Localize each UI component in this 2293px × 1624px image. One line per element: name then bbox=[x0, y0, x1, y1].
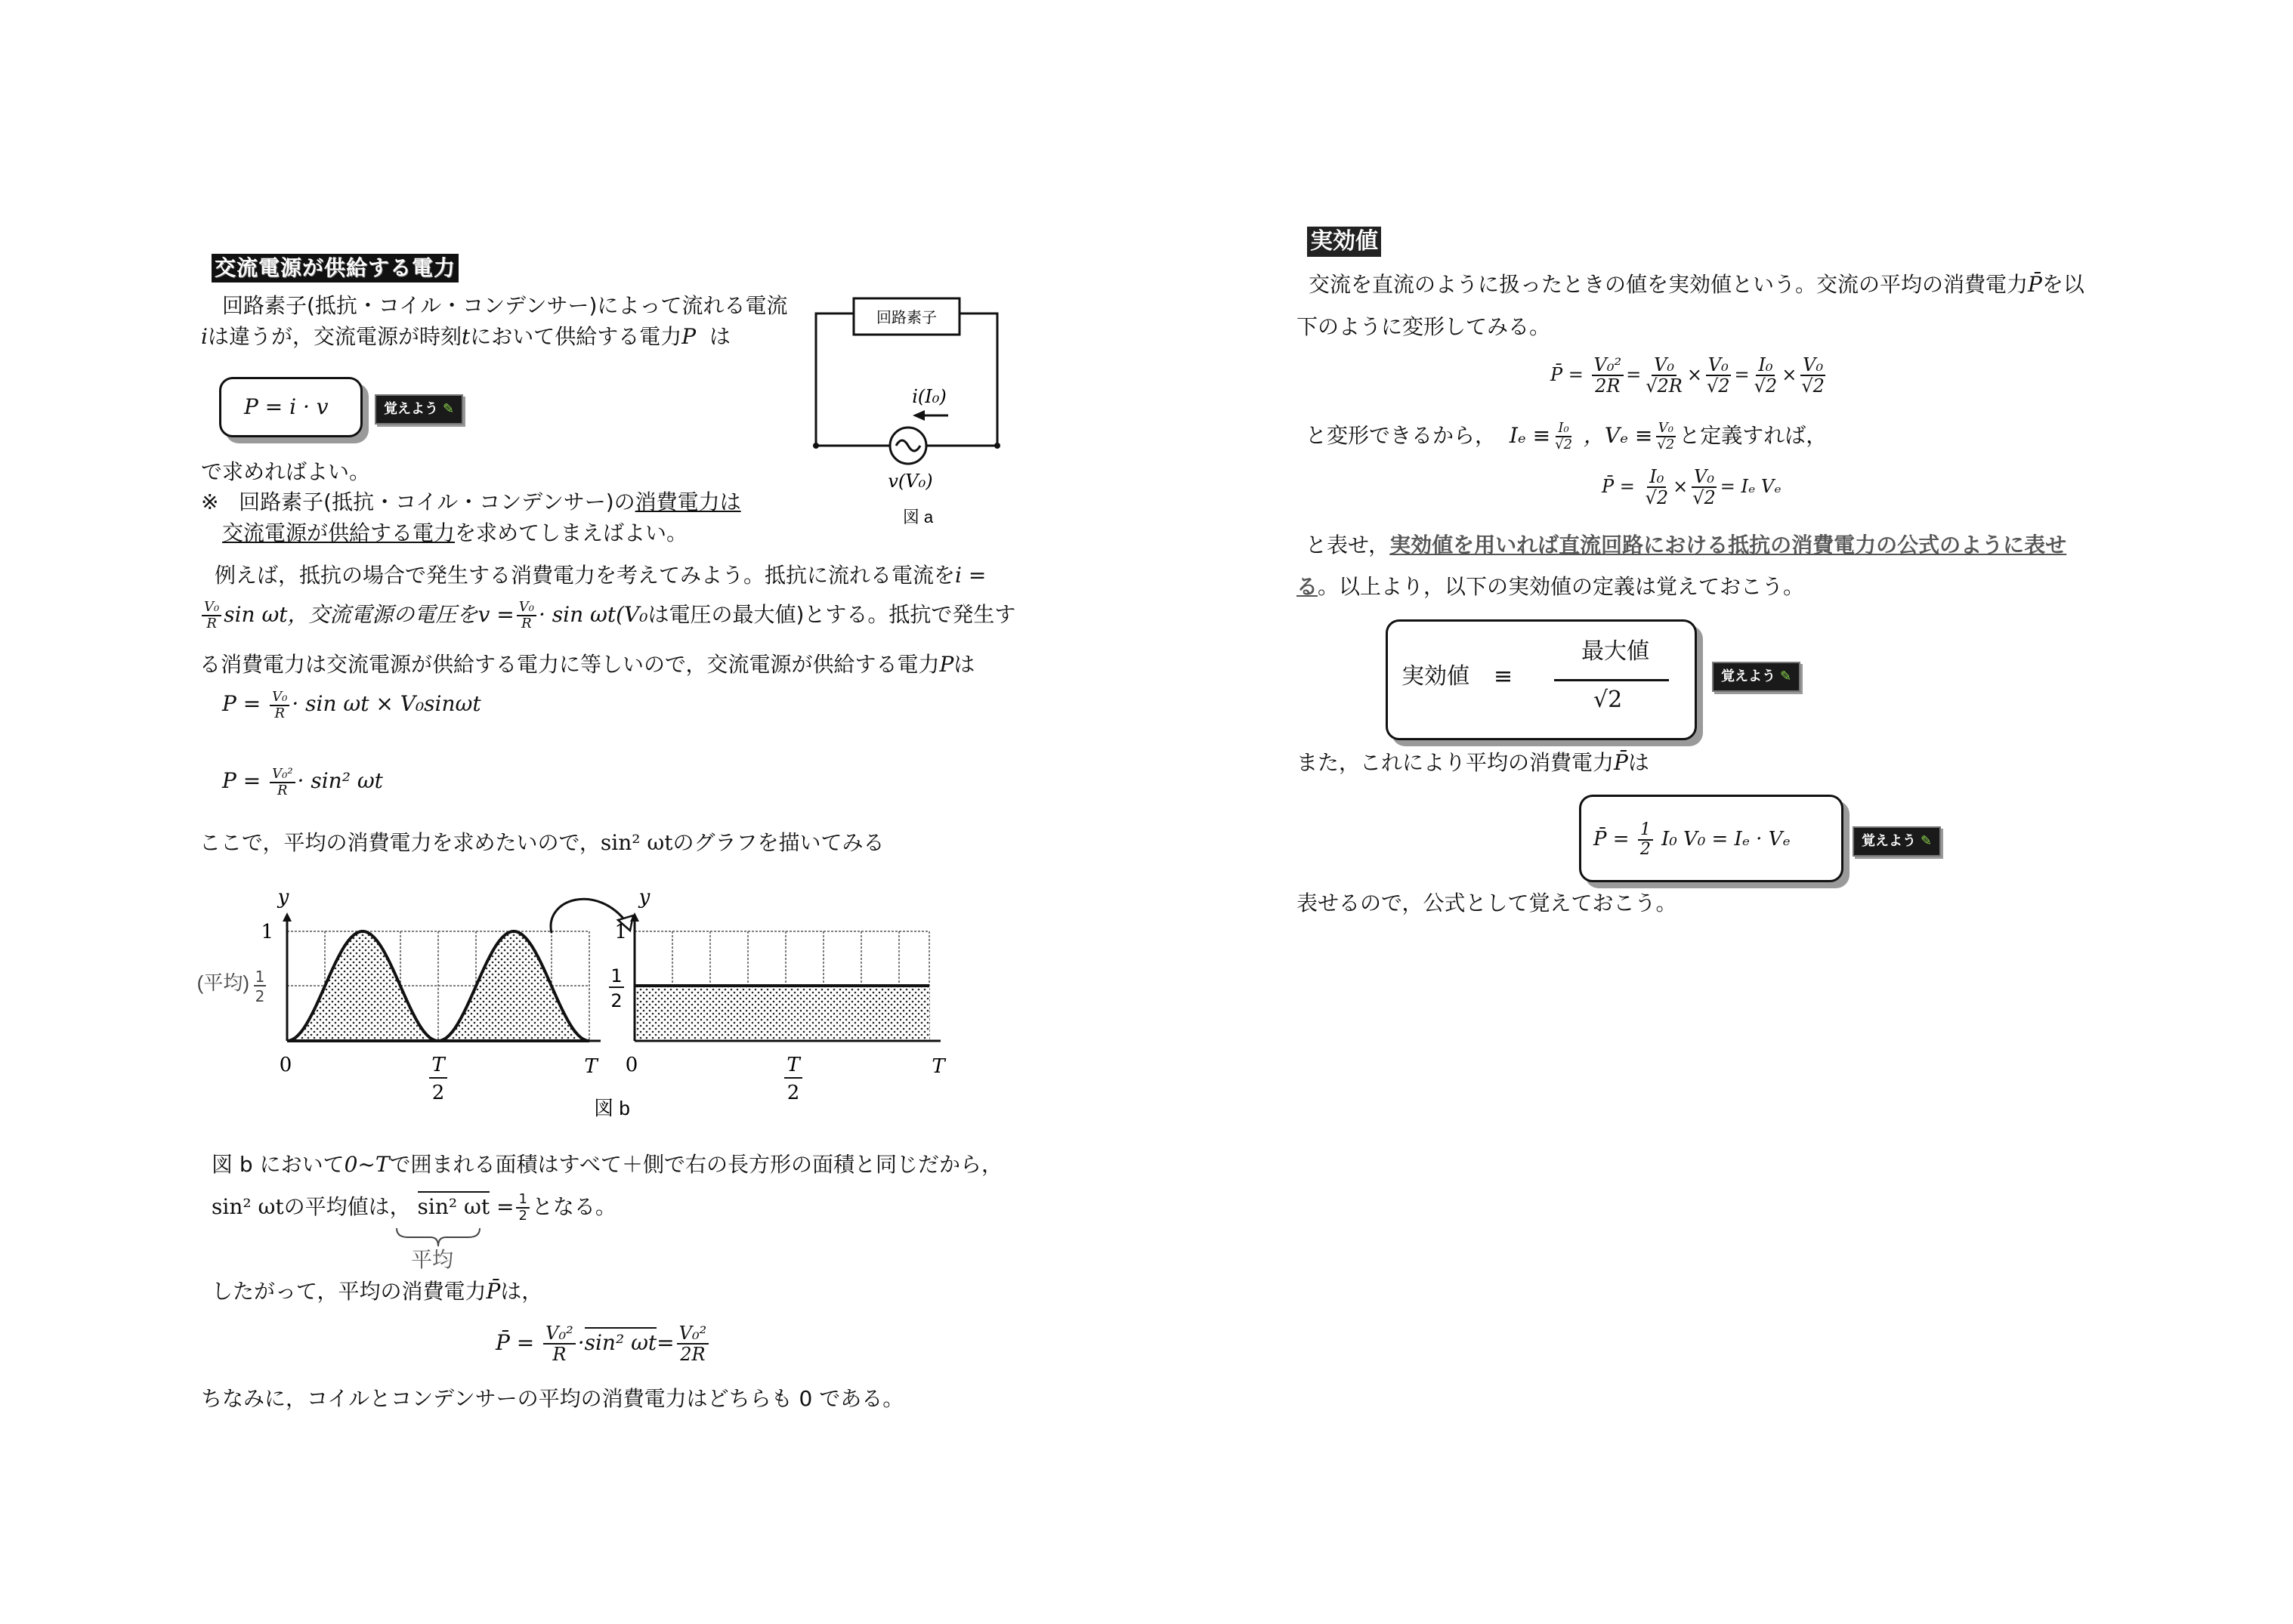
text: となる。 bbox=[531, 1194, 617, 1219]
equation-final bbox=[496, 1323, 711, 1365]
fraction: $\frac{\text{V₀}}{√2}$ bbox=[1801, 354, 1825, 397]
paragraph-line bbox=[212, 1277, 542, 1307]
note-line bbox=[201, 487, 741, 517]
text: 図 b において bbox=[212, 1152, 345, 1177]
math: · bbox=[577, 1329, 585, 1355]
text: を求めてしまえばよい。 bbox=[455, 520, 688, 545]
average-brace-label: 平均 bbox=[411, 1247, 454, 1272]
fraction: $\frac{1}{2}$ bbox=[516, 1192, 529, 1224]
math: P̄ = bbox=[1593, 828, 1630, 851]
section-heading-rms: 実効値 bbox=[1307, 227, 1381, 257]
text: ここで，平均の消費電力を求めたいので， bbox=[199, 830, 601, 855]
text: sin ωt，交流電源の電圧を bbox=[224, 602, 478, 627]
average-power-formula bbox=[1593, 821, 1791, 859]
note-mark: ※ bbox=[201, 489, 219, 514]
fraction: $\frac{\text{V₀²}}{R}$ bbox=[543, 1323, 576, 1365]
pencil-icon: ✎ bbox=[443, 401, 455, 417]
note-line bbox=[222, 518, 688, 548]
pencil-icon: ✎ bbox=[1921, 833, 1933, 849]
rms-label: 実効値 bbox=[1401, 663, 1469, 690]
equation-transform: P̄ = $\frac{\text{V₀²}}{2R}$ = $\frac{\text{V₀}}{√2R}$ × $\frac{\text{V₀}}{√2}$ = $\frac{\text{I₀}}{√2}$ × $\frac{\text{V₀}}{√2}$ bbox=[1550, 355, 1829, 397]
text: は， bbox=[500, 1279, 543, 1304]
math: Iₑ ≡ bbox=[1509, 423, 1551, 448]
fraction: $\frac{\text{V₀}}{R}$ bbox=[202, 600, 221, 631]
paragraph-line bbox=[1309, 270, 2084, 300]
math-overline: sin² ωt bbox=[585, 1327, 657, 1355]
fraction: $\frac{\text{I₀}}{√2}$ bbox=[1645, 466, 1669, 509]
text: は電圧の最大値)とする。抵抗で発生す bbox=[647, 602, 1016, 627]
math: P = bbox=[222, 691, 261, 716]
var-P: P bbox=[939, 652, 954, 677]
math: I₀ V₀ = Iₑ · Vₑ bbox=[1661, 828, 1791, 851]
half-num: 1 bbox=[255, 968, 265, 986]
badge-label: 覚えよう bbox=[1721, 668, 1775, 684]
T-half-num: T bbox=[431, 1054, 445, 1076]
fraction: $\frac{\text{V₀}}{√2R}$ bbox=[1646, 354, 1683, 397]
underlined-text: 交流電源が供給する電力 bbox=[222, 520, 456, 545]
fraction: $\frac{\text{V₀²}}{R}$ bbox=[270, 767, 295, 798]
T-label: T bbox=[932, 1055, 945, 1078]
paragraph-line bbox=[212, 1150, 1003, 1180]
average-rectangle-graph bbox=[609, 886, 946, 1104]
var-i: i bbox=[201, 324, 208, 349]
equation-rms: P̄ = $\frac{\text{I₀}}{√2}$ × $\frac{\text{V₀}}{√2}$ = Iₑ Vₑ bbox=[1602, 466, 1782, 509]
fraction: $\frac{1}{2}$ bbox=[1638, 821, 1653, 859]
math: P̄ = bbox=[496, 1329, 535, 1355]
paragraph-line bbox=[199, 828, 884, 858]
max-value-label: 最大値 bbox=[1581, 638, 1649, 665]
text: 。以上より，以下の実効値の定義は覚えておこう。 bbox=[1318, 574, 1805, 599]
math: · sin ωt( bbox=[538, 602, 625, 627]
text: のグラフを描いてみる bbox=[672, 830, 885, 855]
text: 例えば，抵抗の場合で発生する消費電力を考えてみよう。抵抗に流れる電流を bbox=[215, 563, 956, 588]
paragraph-line bbox=[199, 600, 1015, 631]
tick-label-1: 1 bbox=[614, 921, 627, 943]
math-overline: sin² ωt bbox=[418, 1191, 490, 1219]
paragraph-line bbox=[201, 322, 731, 352]
figure-b-caption: 図 b bbox=[594, 1097, 630, 1119]
memorize-badge bbox=[375, 394, 463, 425]
math: sin² ωt bbox=[212, 1194, 284, 1219]
text: を以 bbox=[2041, 272, 2084, 297]
var-P: P bbox=[681, 324, 697, 349]
math: = bbox=[496, 1194, 515, 1219]
average-label: (平均) bbox=[196, 971, 249, 994]
formula-box-power bbox=[219, 377, 363, 437]
text: 交流を直流のように扱ったときの値を実効値という。交流の平均の消費電力 bbox=[1309, 272, 2029, 297]
half-den: 2 bbox=[255, 987, 265, 1005]
math: ，Vₑ ≡ bbox=[1583, 423, 1653, 448]
var-Pbar: P̄ bbox=[1614, 750, 1628, 775]
paragraph-line: 下のように変形してみる。 bbox=[1296, 314, 1551, 339]
text: において供給する電力 bbox=[470, 324, 682, 349]
text: 回路素子(抵抗・コイル・コンデンサー)の bbox=[239, 489, 635, 514]
paragraph-line bbox=[1306, 530, 2066, 560]
fraction: $\frac{\text{V₀}}{R}$ bbox=[517, 600, 536, 631]
half-den: 2 bbox=[610, 990, 623, 1011]
paragraph-line bbox=[212, 1192, 617, 1224]
math: P̄ = bbox=[1602, 475, 1635, 497]
origin-label: 0 bbox=[625, 1054, 638, 1076]
arrow-head bbox=[913, 410, 925, 421]
equation-2 bbox=[222, 766, 383, 798]
math: v = bbox=[477, 602, 515, 627]
figure-a-caption: 図 a bbox=[902, 508, 934, 526]
text: また，これにより平均の消費電力 bbox=[1296, 750, 1615, 775]
y-axis-label: y bbox=[638, 886, 651, 909]
paragraph-line bbox=[1306, 421, 1827, 452]
var-Pbar: P̄ bbox=[2028, 272, 2042, 297]
fraction: $\frac{\text{I₀}}{√2}$ bbox=[1754, 354, 1778, 397]
formula: P = i · v bbox=[244, 394, 329, 419]
var-Pbar: P̄ bbox=[486, 1279, 501, 1304]
graph-figure-b bbox=[189, 876, 967, 1125]
equation-1 bbox=[222, 689, 481, 721]
paragraph-line bbox=[215, 560, 986, 591]
badge-label: 覚えよう bbox=[1862, 833, 1916, 849]
emphasis-text: 実効値を用いれば直流回路における抵抗の消費電力の公式のように表せ bbox=[1389, 533, 2067, 557]
text: る消費電力は交流電源が供給する電力に等しいので，交流電源が供給する電力 bbox=[199, 652, 940, 677]
underlined-text: 消費電力は bbox=[635, 489, 741, 514]
math: · sin² ωt bbox=[297, 768, 383, 793]
paragraph-line bbox=[1296, 572, 1804, 602]
math: 0~T bbox=[344, 1152, 390, 1177]
memorize-badge bbox=[1853, 826, 1941, 857]
fraction-bar bbox=[1554, 679, 1669, 681]
origin-label: 0 bbox=[279, 1054, 292, 1076]
equiv-symbol: ≡ bbox=[1494, 663, 1513, 690]
paragraph-line bbox=[1296, 748, 1649, 778]
math: = Iₑ Vₑ bbox=[1720, 475, 1782, 497]
paragraph-line: 表せるので，公式として覚えておこう。 bbox=[1296, 891, 1677, 915]
fraction: $\frac{\text{V₀}}{√2}$ bbox=[1706, 354, 1730, 397]
fraction: $\frac{\text{V₀}}{R}$ bbox=[270, 690, 289, 721]
math: = bbox=[657, 1329, 675, 1355]
fraction: $\frac{\text{V₀²}}{2R}$ bbox=[677, 1323, 709, 1365]
text: と表せ， bbox=[1306, 533, 1390, 557]
text: の平均値は， bbox=[283, 1194, 411, 1219]
math: V₀ bbox=[624, 602, 648, 627]
T-half-num: T bbox=[786, 1054, 800, 1076]
tick-label-1: 1 bbox=[261, 921, 273, 943]
section-heading-ac-power: 交流電源が供給する電力 bbox=[212, 254, 459, 283]
text: と変形できるから， bbox=[1306, 423, 1497, 448]
paragraph-line: で求めればよい。 bbox=[201, 459, 371, 484]
math: i = bbox=[955, 563, 987, 588]
T-label: T bbox=[584, 1055, 598, 1078]
math: P = bbox=[222, 768, 261, 793]
text: は bbox=[1627, 750, 1649, 775]
memorize-badge bbox=[1712, 662, 1800, 692]
fraction: $\frac{\text{V₀}}{√2}$ bbox=[1692, 466, 1716, 509]
fraction: $\frac{\text{V₀}}{√2}$ bbox=[1657, 420, 1675, 452]
average-rectangle bbox=[635, 986, 929, 1041]
text: で囲まれる面積はすべて＋側で右の長方形の面積と同じだから， bbox=[389, 1152, 1003, 1177]
text: と定義すれば， bbox=[1679, 423, 1828, 448]
math: sin² ωt bbox=[600, 830, 673, 855]
half-num: 1 bbox=[610, 965, 623, 986]
text: は bbox=[953, 652, 975, 677]
sin-squared-graph bbox=[197, 886, 601, 1104]
text: は違うが，交流電源が時刻 bbox=[207, 324, 462, 349]
paragraph-line bbox=[199, 650, 975, 680]
formula-box-average-power bbox=[1579, 795, 1843, 882]
T-half-den: 2 bbox=[431, 1082, 445, 1104]
T-half-den: 2 bbox=[786, 1082, 800, 1104]
text: は bbox=[709, 324, 731, 349]
var-t: t bbox=[461, 324, 471, 349]
text: したがって，平均の消費電力 bbox=[212, 1279, 487, 1304]
paragraph-line: 回路素子(抵抗・コイル・コンデンサー)によって流れる電流 bbox=[222, 293, 788, 318]
current-label: i(I₀) bbox=[912, 386, 947, 407]
emphasis-text: る bbox=[1296, 574, 1318, 599]
sqrt2: √2 bbox=[1593, 687, 1623, 713]
fraction: $\frac{\text{V₀²}}{2R}$ bbox=[1592, 355, 1624, 397]
math: · sin ωt × V₀sinωt bbox=[292, 691, 481, 716]
circuit-element-label: 回路素子 bbox=[876, 310, 937, 326]
fraction: $\frac{\text{I₀}}{√2}$ bbox=[1555, 420, 1573, 452]
formula-box-rms-definition bbox=[1386, 619, 1697, 740]
badge-label: 覚えよう bbox=[384, 401, 438, 417]
paragraph-line: ちなみに，コイルとコンデンサーの平均の消費電力はどちらも 0 である。 bbox=[201, 1386, 904, 1411]
math: P̄ = bbox=[1550, 363, 1584, 385]
circuit-diagram bbox=[808, 291, 1012, 540]
pencil-icon: ✎ bbox=[1780, 668, 1792, 684]
voltage-label: v(V₀) bbox=[888, 471, 933, 492]
y-axis-label: y bbox=[277, 886, 289, 909]
